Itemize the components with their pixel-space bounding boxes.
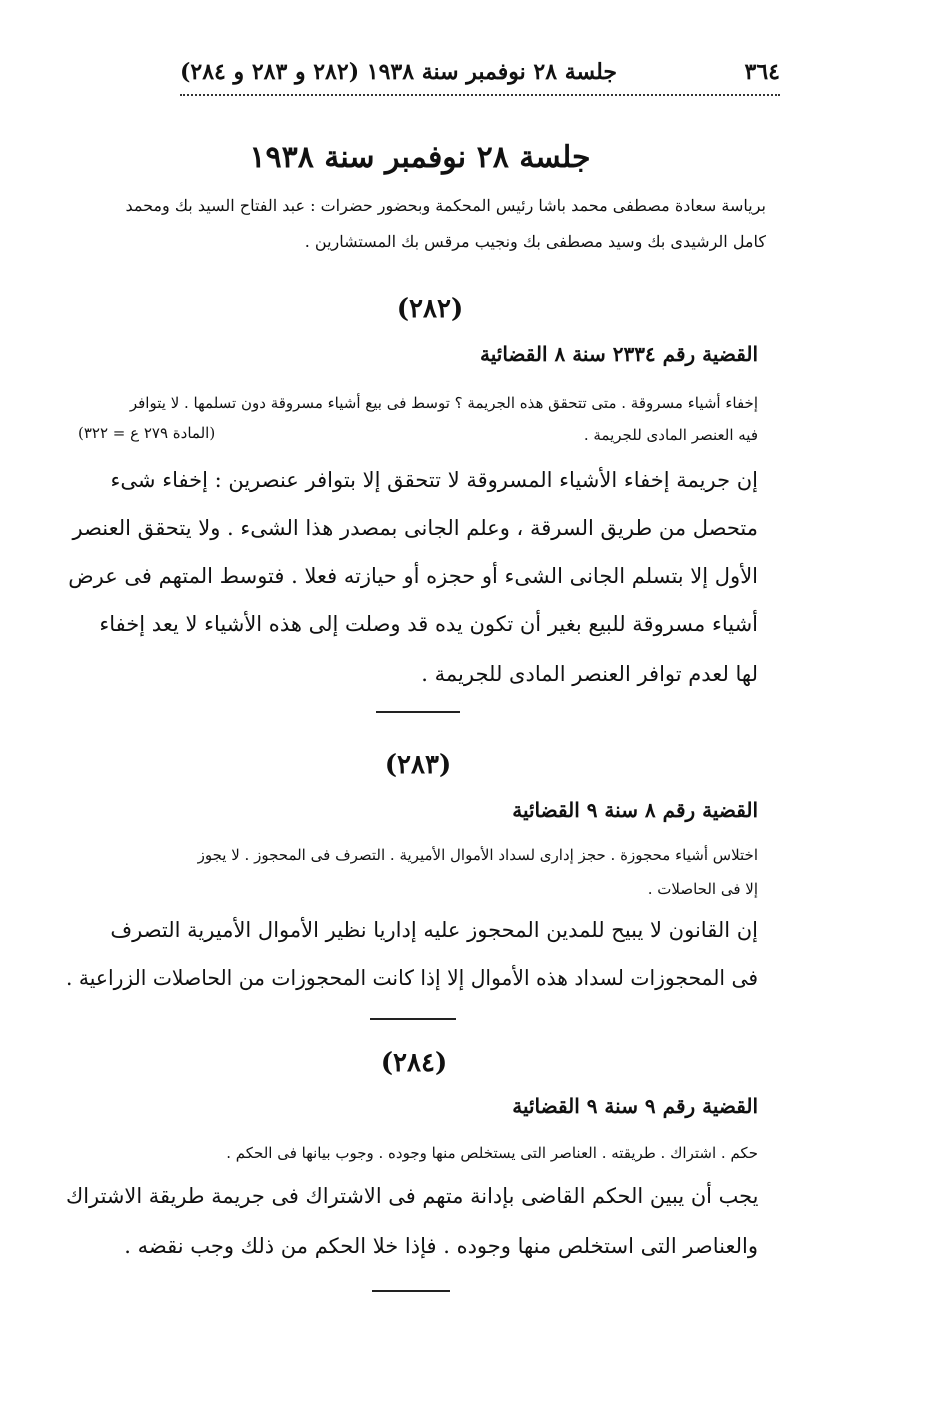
running-title: جلسة ٢٨ نوفمبر سنة ١٩٣٨ (٢٨٢ و ٢٨٣ و ٢٨٤) [180, 59, 617, 85]
body-line: لها لعدم توافر العنصر المادى للجريمة . [421, 662, 758, 686]
case-summary-line: حكم . اشتراك . طريقته . العناصر التى يستخلص منها وجوده . وجوب بيانها فى الحكم . [226, 1144, 758, 1162]
case-summary-line: إخفاء أشياء مسروقة . متى تتحقق هذه الجريمة ؟ توسط فى بيع أشياء مسروقة دون تسلمها . لا يتوافر [129, 394, 758, 412]
running-header [180, 52, 780, 92]
case-reference: القضية رقم ٨ سنة ٩ القضائية [512, 798, 758, 822]
body-line: والعناصر التى استخلص منها وجوده . فإذا خلا الحكم من ذلك وجب نقضه . [124, 1234, 758, 1258]
body-line: إن جريمة إخفاء الأشياء المسروقة لا تتحقق إلا بتوافر عنصرين : إخفاء شىء [110, 468, 758, 492]
page-number: ٣٦٤ [744, 59, 780, 85]
header-rule [180, 94, 780, 96]
session-title: جلسة ٢٨ نوفمبر سنة ١٩٣٨ [249, 140, 591, 175]
case-number: (٢٨٢) [396, 294, 464, 324]
article-reference: (المادة ٢٧٩ ع = ٣٢٢) [78, 424, 216, 442]
section-divider [372, 1290, 450, 1292]
presidency-line: كامل الرشيدى بك وسيد مصطفى بك ونجيب مرقس بك المستشارين . [304, 232, 766, 251]
case-reference: القضية رقم ٢٣٣٤ سنة ٨ القضائية [480, 342, 758, 366]
case-reference: القضية رقم ٩ سنة ٩ القضائية [512, 1094, 758, 1118]
case-number: (٢٨٣) [384, 750, 452, 780]
body-line: أشياء مسروقة للبيع بغير أن تكون يده قد وصلت إلى هذه الأشياء لا يعد إخفاء [99, 612, 758, 636]
section-divider [370, 1018, 456, 1020]
body-line: متحصل من طريق السرقة ، وعلم الجانى بمصدر هذا الشىء . ولا يتحقق العنصر [72, 516, 758, 540]
case-number: (٢٨٤) [380, 1048, 448, 1078]
body-line: إن القانون لا يبيح للمدين المحجوز عليه إداريا نظير الأموال الأميرية التصرف [110, 918, 758, 942]
presidency-line: برياسة سعادة مصطفى محمد باشا رئيس المحكمة وبحضور حضرات : عبد الفتاح السيد بك ومحمد [125, 196, 766, 215]
case-summary-line: فيه العنصر المادى للجريمة . [583, 426, 758, 444]
body-line: يجب أن يبين الحكم القاضى بإدانة متهم فى الاشتراك فى جريمة طريقة الاشتراك [65, 1184, 758, 1208]
case-summary-line: اختلاس أشياء محجوزة . حجز إدارى لسداد الأموال الأميرية . التصرف فى المحجوز . لا يجوز [197, 846, 758, 864]
section-divider [376, 711, 460, 713]
body-line: فى المحجوزات لسداد هذه الأموال إلا إذا كانت المحجوزات من الحاصلات الزراعية . [65, 966, 758, 990]
body-line: الأول إلا بتسلم الجانى الشىء أو حجزه أو حيازته فعلا . فتوسط المتهم فى عرض [68, 564, 758, 588]
case-summary-line: إلا فى الحاصلات . [647, 880, 758, 898]
